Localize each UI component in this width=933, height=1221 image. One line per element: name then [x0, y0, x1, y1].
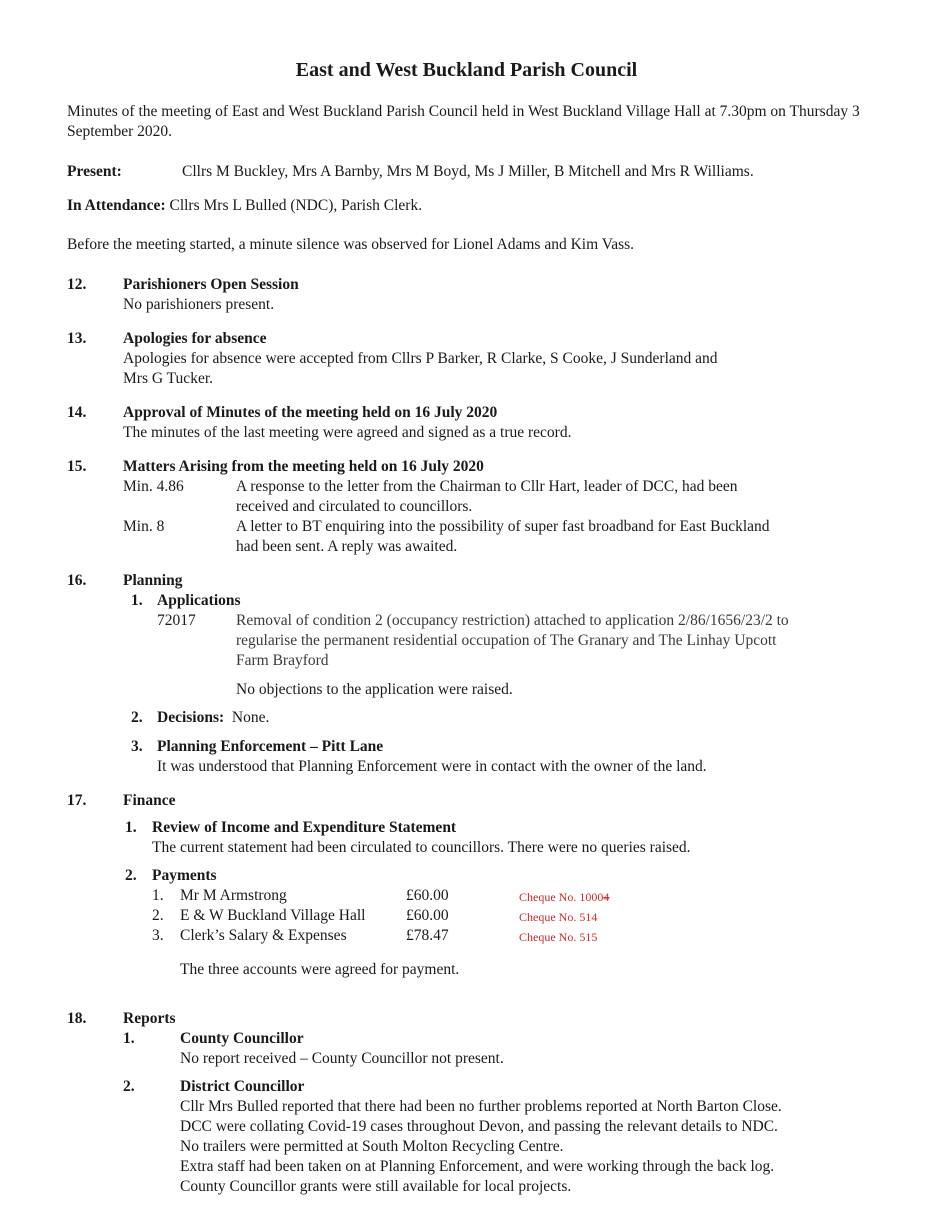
payments-heading: Payments: [152, 867, 217, 884]
matters-item-line: received and circulated to councillors.: [236, 498, 473, 515]
county-heading: County Councillor: [180, 1030, 304, 1047]
county-text: No report received – County Councillor not present.: [180, 1050, 504, 1067]
district-line: County Councillor grants were still available for local projects.: [180, 1178, 572, 1195]
payment-cheque: Cheque No. 514: [519, 910, 598, 924]
payment-amount: £78.47: [406, 927, 449, 944]
section-13-number: 13.: [67, 330, 87, 347]
application-line: Farm Brayford: [236, 652, 329, 669]
attendance-text: Cllrs Mrs L Bulled (NDC), Parish Clerk.: [169, 197, 423, 214]
section-17-number: 17.: [67, 792, 87, 809]
review-heading: Review of Income and Expenditure Statement: [152, 819, 457, 836]
district-line: DCC were collating Covid-19 cases throughout Devon, and passing the relevant details to NDC.: [180, 1118, 778, 1135]
matters-item-line: A response to the letter from the Chairman to Cllr Hart, leader of DCC, had been: [236, 478, 738, 495]
section-14-number: 14.: [67, 404, 87, 421]
payment-payee: E & W Buckland Village Hall: [180, 907, 366, 924]
present-text: Cllrs M Buckley, Mrs A Barnby, Mrs M Boyd, Ms J Miller, B Mitchell and Mrs R Williams.: [182, 163, 754, 180]
payment-number: 2.: [152, 907, 164, 924]
applications-number: 1.: [131, 592, 143, 609]
section-16-heading: Planning: [123, 572, 183, 589]
section-14-heading: Approval of Minutes of the meeting held on 16 July 2020: [123, 404, 498, 421]
section-13-heading: Apologies for absence: [123, 330, 267, 347]
district-heading: District Councillor: [180, 1078, 305, 1095]
decisions-number: 2.: [131, 709, 143, 726]
section-18-number: 18.: [67, 1010, 87, 1027]
attendance-label: In Attendance:: [67, 197, 166, 214]
district-number: 2.: [123, 1078, 135, 1095]
review-number: 1.: [125, 819, 137, 836]
decisions-heading: Decisions:: [157, 709, 225, 726]
section-17-heading: Finance: [123, 792, 176, 809]
payments-outcome: The three accounts were agreed for payment.: [180, 961, 460, 978]
county-number: 1.: [123, 1030, 135, 1047]
payment-amount: £60.00: [406, 907, 449, 924]
payment-payee: Clerk’s Salary & Expenses: [180, 927, 347, 944]
payment-payee: Mr M Armstrong: [180, 887, 287, 904]
application-line: Removal of condition 2 (occupancy restriction) attached to application 2/86/1656/23/2 to: [236, 612, 789, 629]
district-line: No trailers were permitted at South Molton Recycling Centre.: [180, 1138, 564, 1155]
section-15-heading: Matters Arising from the meeting held on 16 July 2020: [123, 458, 484, 475]
section-18-heading: Reports: [123, 1010, 176, 1027]
payment-number: 3.: [152, 927, 164, 944]
application-ref: 72017: [157, 612, 196, 629]
section-15-number: 15.: [67, 458, 87, 475]
decisions-text: None.: [231, 709, 270, 726]
section-12-number: 12.: [67, 276, 87, 293]
section-13-line-1: Apologies for absence were accepted from Cllrs P Barker, R Clarke, S Cooke, J Sunderland and: [123, 350, 718, 367]
matters-item-line: had been sent. A reply was awaited.: [236, 538, 458, 555]
decisions-row: [157, 708, 269, 728]
matters-item-ref: Min. 4.86: [123, 478, 184, 495]
attendance-row: [67, 196, 887, 216]
enforcement-text: It was understood that Planning Enforcement were in contact with the owner of the land.: [157, 758, 707, 775]
silence-note: Before the meeting started, a minute silence was observed for Lionel Adams and Kim Vass.: [67, 236, 635, 253]
cheque-struck-digit: 4: [603, 890, 610, 904]
district-line: Extra staff had been taken on at Planning Enforcement, and were working through the back log.: [180, 1158, 775, 1175]
payment-amount: £60.00: [406, 887, 449, 904]
district-line: Cllr Mrs Bulled reported that there had been no further problems reported at North Barton Close.: [180, 1098, 782, 1115]
section-14-text: The minutes of the last meeting were agreed and signed as a true record.: [123, 424, 572, 441]
enforcement-number: 3.: [131, 738, 143, 755]
review-text: The current statement had been circulated to councillors. There were no queries raised.: [152, 839, 691, 856]
section-16-number: 16.: [67, 572, 87, 589]
applications-heading: Applications: [157, 592, 241, 609]
section-12-text: No parishioners present.: [123, 296, 275, 313]
enforcement-heading: Planning Enforcement – Pitt Lane: [157, 738, 384, 755]
present-label: Present:: [67, 163, 122, 180]
section-13-line-2: Mrs G Tucker.: [123, 370, 214, 387]
application-outcome: No objections to the application were raised.: [236, 681, 513, 698]
section-12-heading: Parishioners Open Session: [123, 276, 299, 293]
application-line: regularise the permanent residential occupation of The Granary and The Linhay Upcott: [236, 632, 777, 649]
document-title: East and West Buckland Parish Council: [295, 59, 638, 81]
payments-number: 2.: [125, 867, 137, 884]
payment-cheque: Cheque No. 515: [519, 930, 598, 944]
present-row: [67, 162, 887, 182]
intro-paragraph: Minutes of the meeting of East and West Buckland Parish Council held in West Buckland Village Hall at 7.30pm on Thursday 3 September 2020.: [67, 103, 860, 140]
payment-number: 1.: [152, 887, 164, 904]
payment-cheque: Cheque No. 10004: [519, 890, 610, 904]
matters-item-line: A letter to BT enquiring into the possibility of super fast broadband for East Buckland: [236, 518, 770, 535]
matters-item-ref: Min. 8: [123, 518, 165, 535]
